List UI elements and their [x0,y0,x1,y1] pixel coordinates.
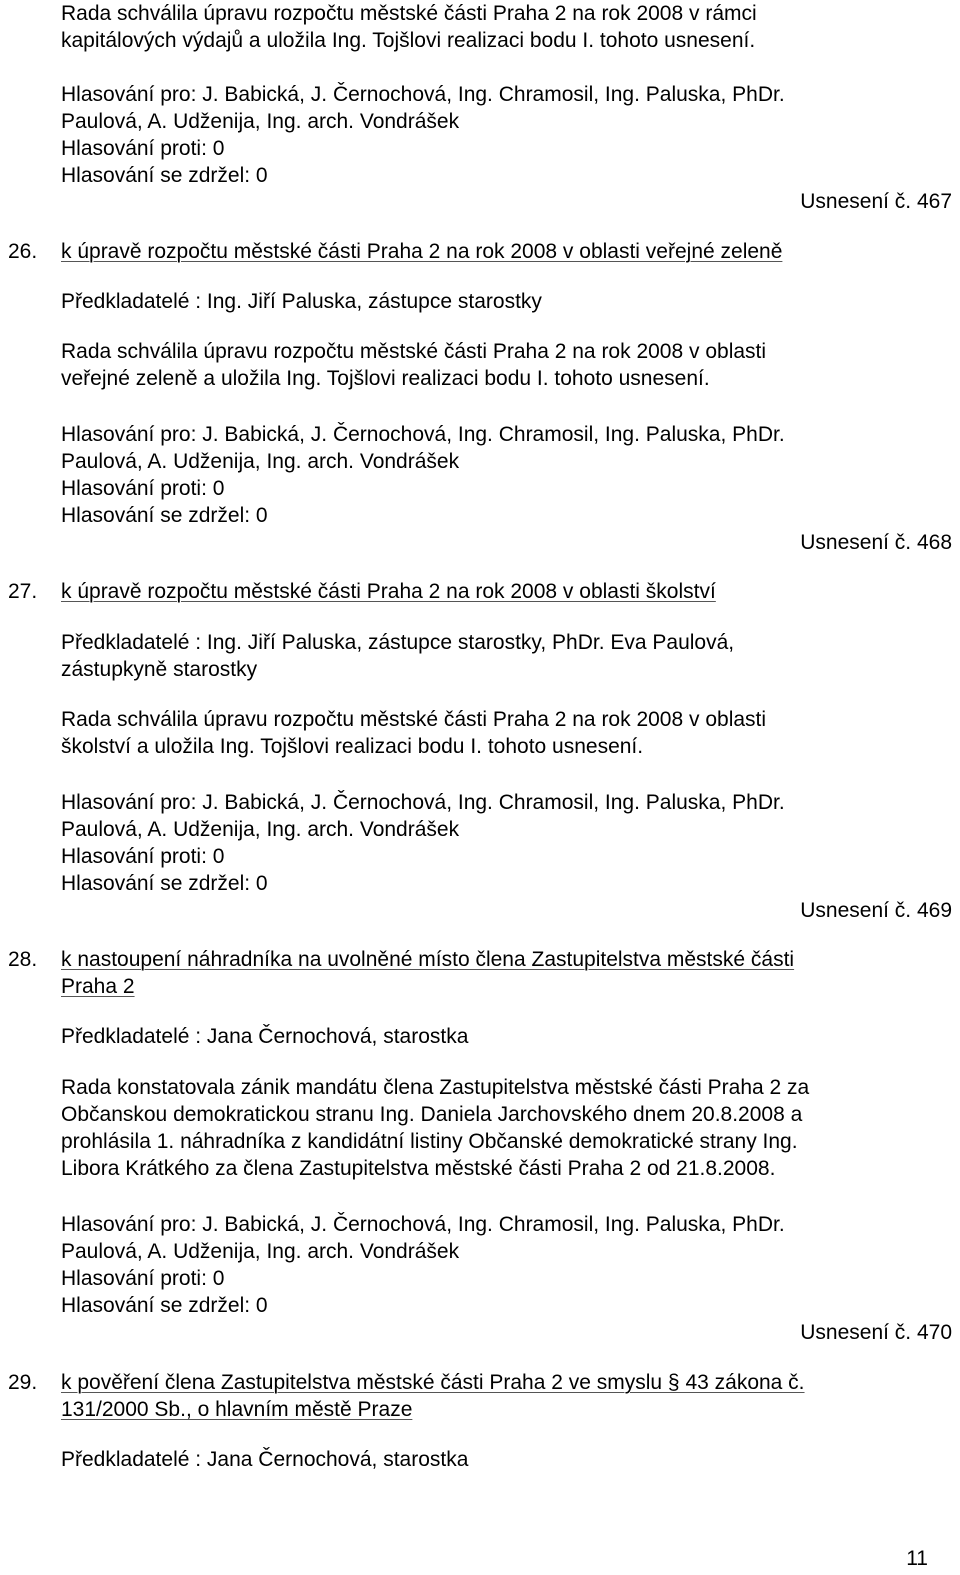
presenters-line: Předkladatelé : Jana Černochová, starostka [61,1025,469,1048]
top-resolution-text [61,0,941,54]
page-number: 11 [906,1547,928,1570]
vote-abstain: Hlasování se zdržel: 0 [61,164,268,187]
text-line: Rada konstatovala zánik mandátu člena Zastupitelstva městské části Praha 2 za [61,1076,810,1099]
text-line: Rada schválila úpravu rozpočtu městské části Praha 2 na rok 2008 v rámci [61,2,757,25]
text-line: prohlásila 1. náhradníka z kandidátní listiny Občanské demokratické strany Ing. [61,1130,798,1153]
item-title [61,238,941,265]
vote-block [61,421,941,529]
text-line: veřejné zeleně a uložila Ing. Tojšlovi realizaci bodu I. tohoto usnesení. [61,367,710,390]
vote-block [61,1211,941,1319]
item-title-line: k úpravě rozpočtu městské části Praha 2 na rok 2008 v oblasti školství [61,580,716,603]
resolution-number: Usnesení č. 468 [800,531,952,554]
presenters-line: Předkladatelé : Ing. Jiří Paluska, zástupce starostky [61,290,542,313]
item-text [61,1074,941,1182]
vote-against: Hlasování proti: 0 [61,845,225,868]
item-text [61,338,941,392]
item-title [61,1369,941,1423]
text-line: Libora Krátkého za člena Zastupitelstva městské části Praha 2 od 21.8.2008. [61,1157,776,1180]
vote-abstain: Hlasování se zdržel: 0 [61,1294,268,1317]
vote-against: Hlasování proti: 0 [61,137,225,160]
item-title-line: k úpravě rozpočtu městské části Praha 2 na rok 2008 v oblasti veřejné zeleně [61,240,783,263]
top-vote-block [61,81,941,189]
vote-for: Paulová, A. Udženija, Ing. arch. Vondrášek [61,1240,460,1263]
vote-for: Hlasování pro: J. Babická, J. Černochová, Ing. Chramosil, Ing. Paluska, PhDr. [61,83,785,106]
vote-for: Paulová, A. Udženija, Ing. arch. Vondrášek [61,818,460,841]
item-title-line: Praha 2 [61,975,135,998]
item-text [61,706,941,760]
item-presenters [61,629,941,683]
vote-abstain: Hlasování se zdržel: 0 [61,872,268,895]
presenters-line: Předkladatelé : Ing. Jiří Paluska, zástupce starostky, PhDr. Eva Paulová, [61,631,735,654]
item-title [61,578,941,605]
text-line: Občanskou demokratickou stranu Ing. Daniela Jarchovského dnem 20.8.2008 a [61,1103,803,1126]
item-presenters [61,1023,941,1050]
vote-against: Hlasování proti: 0 [61,1267,225,1290]
vote-against: Hlasování proti: 0 [61,477,225,500]
resolution-number: Usnesení č. 467 [800,190,952,213]
text-line: kapitálových výdajů a uložila Ing. Tojšlovi realizaci bodu I. tohoto usnesení. [61,29,756,52]
resolution-number: Usnesení č. 469 [800,899,952,922]
item-title-line: 131/2000 Sb., o hlavním městě Praze [61,1398,413,1421]
vote-for: Hlasování pro: J. Babická, J. Černochová, Ing. Chramosil, Ing. Paluska, PhDr. [61,1213,785,1236]
item-presenters [61,1446,941,1473]
vote-for: Paulová, A. Udženija, Ing. arch. Vondrášek [61,110,460,133]
item-title-line: k nastoupení náhradníka na uvolněné místo člena Zastupitelstva městské části [61,948,795,971]
text-line: Rada schválila úpravu rozpočtu městské části Praha 2 na rok 2008 v oblasti [61,340,767,363]
text-line: školství a uložila Ing. Tojšlovi realizaci bodu I. tohoto usnesení. [61,735,644,758]
item-number: 26. [8,240,38,263]
item-title-line: k pověření člena Zastupitelstva městské části Praha 2 ve smyslu § 43 zákona č. [61,1371,805,1394]
item-title [61,946,941,1000]
item-number: 28. [8,948,38,971]
vote-block [61,789,941,897]
resolution-number: Usnesení č. 470 [800,1321,952,1344]
item-number: 27. [8,580,38,603]
item-presenters [61,288,941,315]
presenters-line: zástupkyně starostky [61,658,258,681]
text-line: Rada schválila úpravu rozpočtu městské části Praha 2 na rok 2008 v oblasti [61,708,767,731]
item-number: 29. [8,1371,38,1394]
vote-abstain: Hlasování se zdržel: 0 [61,504,268,527]
vote-for: Hlasování pro: J. Babická, J. Černochová, Ing. Chramosil, Ing. Paluska, PhDr. [61,791,785,814]
presenters-line: Předkladatelé : Jana Černochová, starostka [61,1448,469,1471]
vote-for: Paulová, A. Udženija, Ing. arch. Vondrášek [61,450,460,473]
vote-for: Hlasování pro: J. Babická, J. Černochová, Ing. Chramosil, Ing. Paluska, PhDr. [61,423,785,446]
